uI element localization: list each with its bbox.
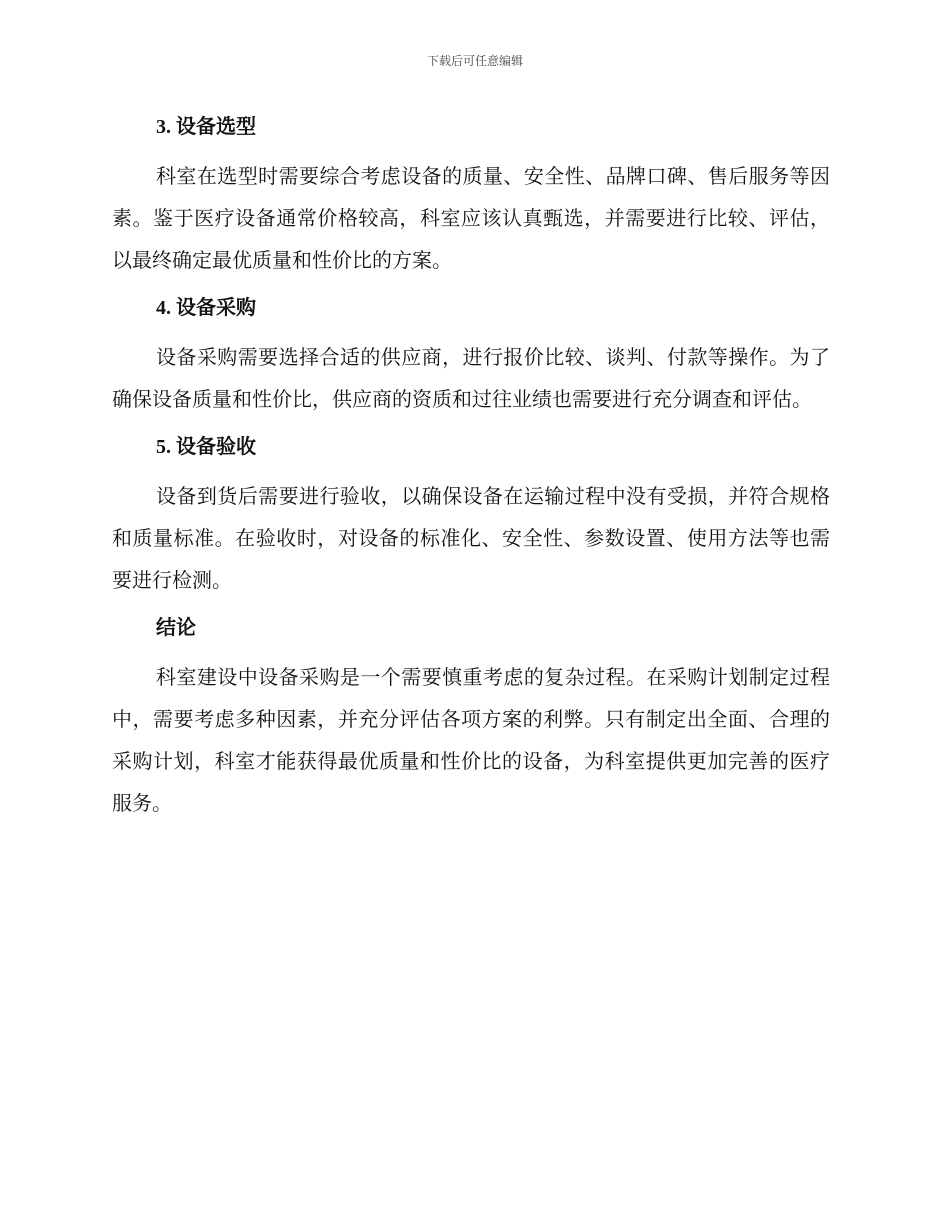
section-paragraph: 设备采购需要选择合适的供应商，进行报价比较、谈判、付款等操作。为了确保设备质量和性价比，供应商的资质和过往业绩也需要进行充分调查和评估。 <box>112 347 830 411</box>
section-heading: 4. 设备采购 <box>156 297 256 319</box>
document-body <box>112 112 830 836</box>
section-equipment-acceptance <box>112 432 830 602</box>
section-paragraph: 科室在选型时需要综合考虑设备的质量、安全性、品牌口碑、售后服务等因素。鉴于医疗设备通常价格较高，科室应该认真甄选，并需要进行比较、评估，以最终确定最优质量和性价比的方案。 <box>112 166 830 272</box>
section-heading: 结论 <box>156 617 196 639</box>
section-equipment-procurement <box>112 293 830 421</box>
section-paragraph: 科室建设中设备采购是一个需要慎重考虑的复杂过程。在采购计划制定过程中，需要考虑多种因素，并充分评估各项方案的利弊。只有制定出全面、合理的采购计划，科室才能获得最优质量和性价比的设备，为科室提供更加完善的医疗服务。 <box>112 667 830 815</box>
section-heading: 5. 设备验收 <box>156 436 256 458</box>
section-paragraph: 设备到货后需要进行验收，以确保设备在运输过程中没有受损，并符合规格和质量标准。在验收时，对设备的标准化、安全性、参数设置、使用方法等也需要进行检测。 <box>112 486 830 592</box>
section-conclusion <box>112 613 830 825</box>
section-equipment-selection <box>112 112 830 282</box>
page-header: 下载后可任意编辑 <box>426 54 523 68</box>
section-heading: 3. 设备选型 <box>156 116 256 138</box>
